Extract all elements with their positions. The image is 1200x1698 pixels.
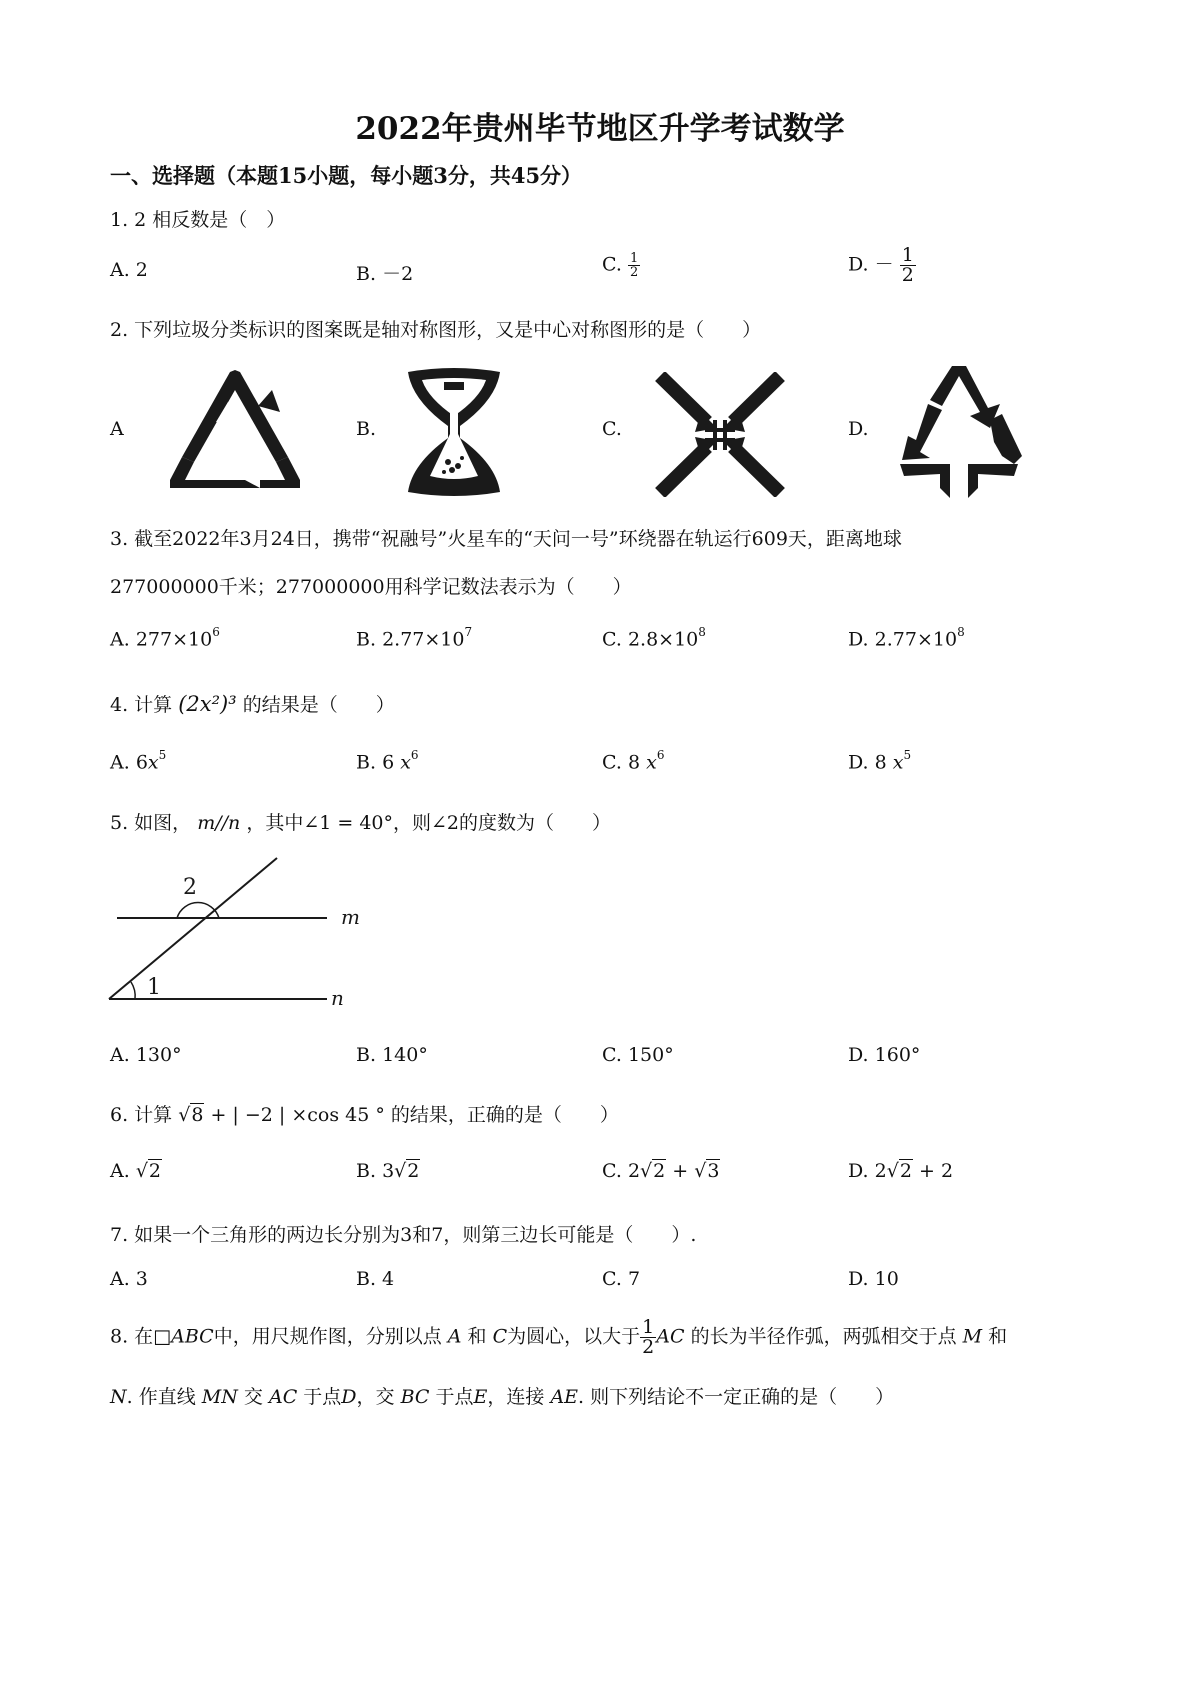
q3-option-d-value: 2.77×10 [874, 628, 958, 651]
angle-1-label: 1 [147, 975, 161, 1000]
q4-option-d-coef: 8 [874, 751, 887, 774]
q8-text-7: . 作直线 [126, 1386, 196, 1408]
q5-option-c[interactable] [602, 1044, 674, 1066]
angle-2-arc [177, 903, 219, 918]
q3-option-b[interactable] [356, 627, 472, 650]
q6-option-d[interactable] [848, 1160, 953, 1182]
four-arrows-inward-icon[interactable] [655, 372, 785, 497]
q8-point-d: D [341, 1386, 357, 1408]
q5-option-b-label: B. [356, 1044, 377, 1066]
fraction-numerator: 1 [901, 244, 914, 266]
q5-option-d-label: D. [848, 1044, 869, 1066]
line-m-label: m [341, 905, 360, 929]
q4-option-a-coef: 6 [135, 751, 148, 774]
page-title: 2022年贵州毕节地区升学考试数学 [355, 111, 845, 147]
q4-suffix: 的结果是（ ） [242, 694, 395, 716]
q6-option-d-tail: + 2 [919, 1160, 954, 1182]
q8-text-5: 的长为半径作弧，两弧相交于点 [690, 1325, 957, 1348]
q3-option-a-label: A. [110, 628, 130, 651]
q2-option-d-label[interactable]: D. [848, 418, 869, 440]
line-n-label: n [331, 986, 344, 1010]
q8-segment-ac: AC [656, 1325, 685, 1348]
q6-option-a-label: A. [110, 1160, 130, 1182]
q8-segment-ae: AE [550, 1386, 579, 1408]
recycle-triangle-icon[interactable] [160, 362, 310, 492]
q4-option-c[interactable]: C. 8 $x^6$ [602, 748, 665, 774]
q7-option-b[interactable]: B. 4 [356, 1268, 395, 1290]
q5-option-a-label: A. [110, 1044, 130, 1066]
q8-point-m: M [962, 1325, 983, 1348]
q8-point-a: A [447, 1325, 462, 1348]
fraction-numerator: 1 [629, 251, 639, 266]
q3-option-a-value: 277×10 [135, 628, 213, 651]
q5-option-a-value: 130° [135, 1044, 182, 1066]
q8-text-1: 8. 在□ [110, 1325, 172, 1348]
q3-option-d-label: D. [848, 628, 869, 651]
q3-option-a[interactable] [110, 627, 220, 650]
q3-option-b-exponent: 7 [464, 625, 473, 639]
q6-option-b-label: B. [356, 1160, 377, 1182]
q5-option-a[interactable] [110, 1044, 182, 1066]
q4-option-b-coef: 6 [382, 751, 395, 774]
q6-option-c-sqrt-2: √3 [694, 1160, 720, 1182]
q4-option-b-label: B. [356, 751, 377, 774]
fraction-denominator: 2 [642, 1336, 655, 1358]
q1-option-c-label: C. [602, 253, 622, 276]
q7-option-c[interactable]: C. 7 [602, 1268, 641, 1290]
q1-option-d[interactable] [848, 246, 916, 285]
q6-option-a-sqrt: √2 [135, 1160, 162, 1182]
q4-option-d-label: D. [848, 751, 869, 774]
q4-option-d-exponent: 5 [903, 748, 912, 762]
q8-point-c: C [492, 1325, 508, 1348]
q6-option-c-plus: + [672, 1160, 689, 1182]
q6-suffix: 的结果，正确的是（ ） [390, 1104, 619, 1126]
q8-text-12: ，连接 [487, 1386, 545, 1408]
q1-option-a[interactable]: A. 2 [110, 259, 148, 281]
question-7-text: 7. 如果一个三角形的两边长分别为3和7，则第三边长可能是（ ）. [110, 1224, 697, 1246]
question-6-text [110, 1100, 619, 1127]
q5-option-d[interactable] [848, 1044, 920, 1066]
q4-expression: (2x²)³ [178, 692, 237, 716]
q6-option-b[interactable] [356, 1160, 420, 1182]
hourglass-flask-icon[interactable] [400, 366, 508, 498]
angle-2-label: 2 [183, 875, 197, 900]
q4-option-c-label: C. [602, 751, 622, 774]
q7-option-a[interactable]: A. 3 [110, 1268, 148, 1290]
q5-condition: m//n [197, 812, 241, 834]
q8-text-4: 为圆心，以大于 [507, 1325, 641, 1348]
q5-middle: ，其中∠1 = 40°，则∠2的度数为（ ） [246, 812, 612, 834]
q8-point-e: E [473, 1386, 488, 1408]
q1-option-b-label: B. [356, 263, 377, 285]
q6-option-c-sqrt-1: √2 [640, 1160, 666, 1182]
q8-text-8: 交 [243, 1386, 263, 1408]
q6-option-d-sqrt: √2 [886, 1160, 912, 1182]
question-5-text [110, 808, 611, 835]
question-4-text [110, 690, 395, 717]
q3-option-b-value: 2.77×10 [382, 628, 465, 651]
parallel-lines-figure [105, 852, 365, 1012]
q3-option-d-exponent: 8 [957, 625, 965, 639]
q8-fraction [640, 1318, 656, 1357]
q4-prefix: 4. 计算 [110, 694, 173, 716]
fraction-denominator: 2 [629, 265, 639, 280]
q3-option-c-label: C. [602, 628, 622, 651]
q6-option-c-coef: 2 [627, 1160, 641, 1182]
q3-option-c-value: 2.8×10 [627, 628, 699, 651]
q5-option-c-value: 150° [627, 1044, 674, 1066]
q1-option-c-fraction [628, 252, 640, 279]
q4-option-c-exponent: 6 [656, 748, 665, 762]
q5-option-b[interactable] [356, 1044, 428, 1066]
q8-text-9: 于点 [303, 1386, 342, 1408]
question-2-text: 2. 下列垃圾分类标识的图案既是轴对称图形，又是中心对称图形的是（ ） [110, 319, 762, 341]
question-3-line-1: 3. 截至2022年3月24日，携带“祝融号”火星车的“天问一号”环绕器在轨运行609天，距离地球 [110, 528, 902, 550]
q7-option-d[interactable]: D. 10 [848, 1268, 899, 1290]
q3-option-b-label: B. [356, 628, 377, 651]
q6-option-d-label: D. [848, 1160, 869, 1182]
q8-text-3: 和 [467, 1325, 487, 1348]
q1-option-d-label: D. [848, 253, 869, 276]
q1-option-b-value: －2 [382, 263, 414, 285]
q4-option-b[interactable]: B. 6 $x^6$ [356, 748, 419, 774]
fraction-numerator: 1 [642, 1316, 655, 1338]
q6-option-b-coef: 3 [382, 1160, 395, 1182]
section-heading: 一、选择题（本题15小题，每小题3分，共45分） [110, 163, 583, 188]
q8-segment-bc: BC [400, 1386, 430, 1408]
q6-option-d-coef: 2 [874, 1160, 887, 1182]
q6-sqrt-8: √8 [178, 1104, 204, 1126]
q4-option-c-coef: 8 [627, 751, 641, 774]
q1-option-d-fraction [900, 246, 916, 285]
q8-segment-ac-2: AC [268, 1386, 298, 1408]
q3-option-c-exponent: 8 [698, 625, 706, 639]
q8-text-2: 中，用尺规作图，分别以点 [213, 1325, 442, 1348]
q1-option-b[interactable] [356, 259, 413, 286]
question-8-line-2 [110, 1382, 894, 1409]
q6-option-b-sqrt: √2 [394, 1160, 420, 1182]
fraction-denominator: 2 [901, 264, 914, 286]
q5-option-b-value: 140° [382, 1044, 428, 1066]
q6-option-c-label: C. [602, 1160, 622, 1182]
q4-option-a-label: A. [110, 751, 130, 774]
q4-option-d[interactable]: D. 8 $x^5$ [848, 748, 912, 774]
q6-option-c[interactable] [602, 1160, 720, 1182]
q4-option-a-exponent: 5 [158, 748, 167, 762]
q2-option-a-label[interactable]: A [110, 418, 124, 440]
q8-text-6: 和 [988, 1325, 1008, 1348]
q5-option-c-label: C. [602, 1044, 622, 1066]
question-3-line-2: 277000000千米；277000000用科学记数法表示为（ ） [110, 576, 632, 598]
q6-expression-tail: + | −2 | ×cos 45 ° [210, 1104, 385, 1126]
q5-prefix: 5. 如图， [110, 812, 192, 834]
q1-option-d-minus: － [874, 253, 894, 276]
q3-option-d[interactable] [848, 627, 965, 650]
q1-option-c[interactable] [602, 252, 640, 279]
q6-option-a[interactable] [110, 1160, 162, 1182]
q5-option-d-value: 160° [874, 1044, 921, 1066]
q4-option-a[interactable]: A. $6x^5$ [110, 748, 167, 774]
q3-option-c[interactable] [602, 627, 706, 650]
q4-option-b-exponent: 6 [410, 748, 419, 762]
q3-option-a-exponent: 6 [212, 625, 220, 639]
q8-line-mn: MN [201, 1386, 238, 1408]
angle-1-arc [131, 982, 135, 999]
q8-text-13: . 则下列结论不一定正确的是（ ） [578, 1386, 895, 1408]
q2-option-b-label[interactable]: B. [356, 418, 377, 440]
q8-point-n: N [110, 1386, 127, 1408]
q8-triangle-abc: ABC [171, 1325, 214, 1348]
q6-prefix: 6. 计算 [110, 1104, 173, 1126]
q2-option-c-label[interactable]: C. [602, 418, 622, 440]
question-1-text: 1. 2 相反数是（ ） [110, 209, 286, 231]
q8-text-10: ，交 [356, 1386, 395, 1408]
q8-text-11: 于点 [435, 1386, 474, 1408]
question-8-line-1 [110, 1318, 1007, 1357]
recycle-arrows-notched-icon[interactable] [890, 360, 1028, 505]
